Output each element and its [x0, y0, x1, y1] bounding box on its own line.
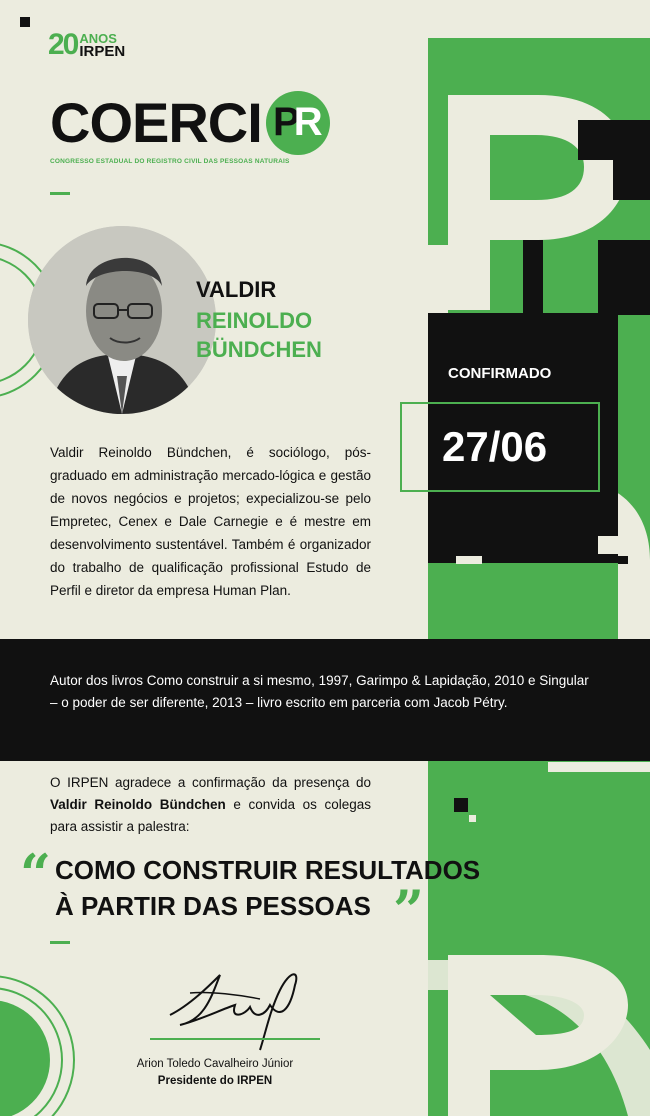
pr-badge [266, 91, 330, 155]
signer-name: Arion Toledo Cavalheiro Júnior [136, 1058, 294, 1070]
divider [50, 941, 70, 944]
event-name: COERCI [50, 91, 262, 154]
pr-badge-p: P [273, 100, 300, 144]
handwritten-signature [150, 965, 320, 1055]
open-quote-mark [20, 842, 51, 906]
close-quote-mark [393, 878, 424, 942]
confirmed-label: CONFIRMADO [448, 365, 552, 382]
speaker-bio: Valdir Reinoldo Bündchen, é sociólogo, pós-graduado em administração mercado-lógica e gestão de novos negócios e projetos; expecializou-se pelo Empretec, Cenex e Dale Carnegie e é mestre em desenvolvimento sustentável. Também é organizador do trabalho de qualificação profissional Estudo de Perfil e diretor da empresa Human Plan. [50, 445, 371, 598]
speaker-photo [28, 226, 216, 414]
talk-title-line2: À PARTIR DAS PESSOAS [55, 891, 371, 921]
speaker-last-name: BÜNDCHEN [196, 337, 322, 362]
event-date: 27/06 [442, 423, 548, 470]
invite-speaker-name: Valdir Reinoldo Bündchen [50, 797, 226, 812]
speaker-surnames [196, 306, 322, 364]
event-subtitle: CONGRESSO ESTADUAL DO REGISTRO CIVIL DAS PESSOAS NATURAIS [50, 158, 290, 165]
invitation-text [50, 772, 371, 838]
corner-square [469, 815, 476, 822]
logo-anos: ANOS [79, 31, 117, 46]
divider [50, 192, 70, 195]
talk-title-line1: COMO CONSTRUIR RESULTADOS [55, 855, 481, 885]
signer-role: Presidente do IRPEN [157, 1075, 273, 1087]
decor-block [598, 536, 618, 554]
logo-number: 20 [48, 28, 78, 61]
speaker-middle-name: REINOLDO [196, 308, 313, 333]
speaker-portrait [28, 226, 216, 414]
corner-square [20, 17, 30, 27]
event-logo [50, 90, 330, 155]
anniversary-logo [48, 28, 125, 62]
decor-block [618, 556, 628, 564]
invite-part2: e convida os colegas para assistir a palestra: [50, 797, 371, 834]
corner-square [454, 798, 468, 812]
invite-part1: O IRPEN agradece a confirmação da presença do [50, 775, 371, 790]
close-quote-icon: ” [393, 878, 425, 942]
pr-badge-r: R [293, 100, 323, 144]
decor-block [456, 556, 482, 564]
decorative-circles [0, 950, 80, 1116]
books-text: Autor dos livros Como construir a si mesmo, 1997, Garimpo & Lapidação, 2010 e Singular – o poder de ser diferente, 2013 – livro escrito em parceria com Jacob Pétry. [50, 673, 589, 710]
logo-irpen: IRPEN [79, 43, 126, 60]
speaker-first-name: VALDIR [196, 277, 277, 302]
open-quote-icon: “ [20, 842, 52, 906]
